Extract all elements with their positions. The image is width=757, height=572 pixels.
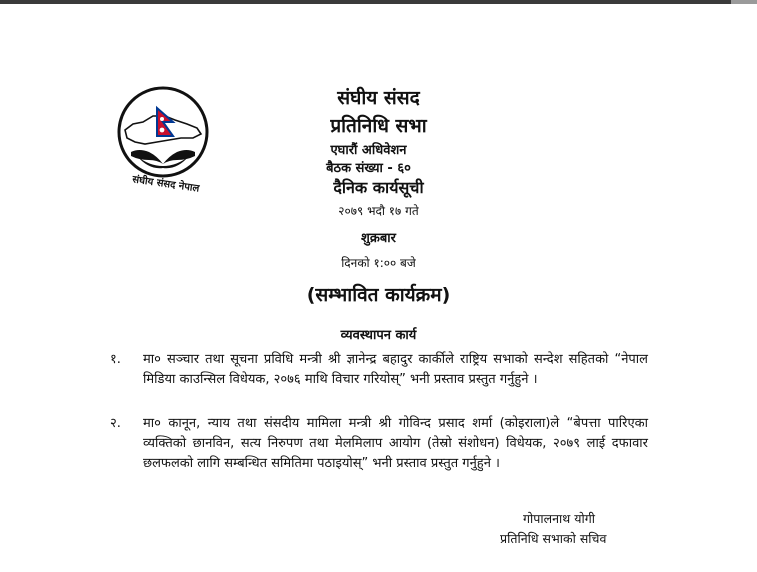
agenda-date: २०७९ भदौ १७ गते (338, 204, 419, 218)
session-label: एघारौं अधिवेशन (330, 143, 407, 158)
program-title: (सम्भावित कार्यक्रम) (306, 284, 451, 306)
agenda-item-text: मा० सञ्चार तथा सूचना प्रविधि मन्त्री श्री ज्ञानेन्द्र बहादुर कार्कीले राष्ट्रिय सभाको सन्देश सहितको “नेपाल मिडिया काउन्सिल विधेयक, २०७६ माथि विचार गरियोस्” भनी प्रस्ताव प्रस्तुत गर्नुहुने । (143, 352, 648, 387)
document-title: संघीय संसद (337, 87, 420, 109)
agenda-item-number: २. (110, 416, 121, 431)
signatory-name: गोपालनाथ योगी (523, 511, 595, 526)
agenda-item-text: मा० कानून, न्याय तथा संसदीय मामिला मन्त्री श्री गोविन्द प्रसाद शर्मा (कोइराला)ले “बेपत्ता पारिएका व्यक्तिको छानविन, सत्य निरुपण तथा मेलमिलाप आयोग (तेस्रो संशोधन) विधेयक, २०७९ लाई दफावार छलफलको लागि सम्बन्धित समितिमा पठाइयोस्” भनी प्रस्ताव प्रस्तुत गर्नुहुने । (143, 416, 648, 471)
section-title: व्यवस्थापन कार्य (340, 328, 417, 343)
emblem-caption: संघीय संसद नेपाल (131, 174, 200, 195)
signatory-designation: प्रतिनिधि सभाको सचिव (500, 531, 607, 546)
meeting-number: बैठक संख्या - ६० (326, 161, 411, 176)
agenda-day: शुक्रबार (361, 231, 396, 246)
agenda-item-number: १. (110, 352, 121, 367)
top-border (0, 0, 757, 4)
agenda-title: दैनिक कार्यसूची (333, 178, 424, 197)
agenda-time: दिनको १:०० बजे (341, 256, 416, 270)
top-border-end (731, 0, 757, 4)
document-subtitle: प्रतिनिधि सभा (330, 115, 427, 137)
